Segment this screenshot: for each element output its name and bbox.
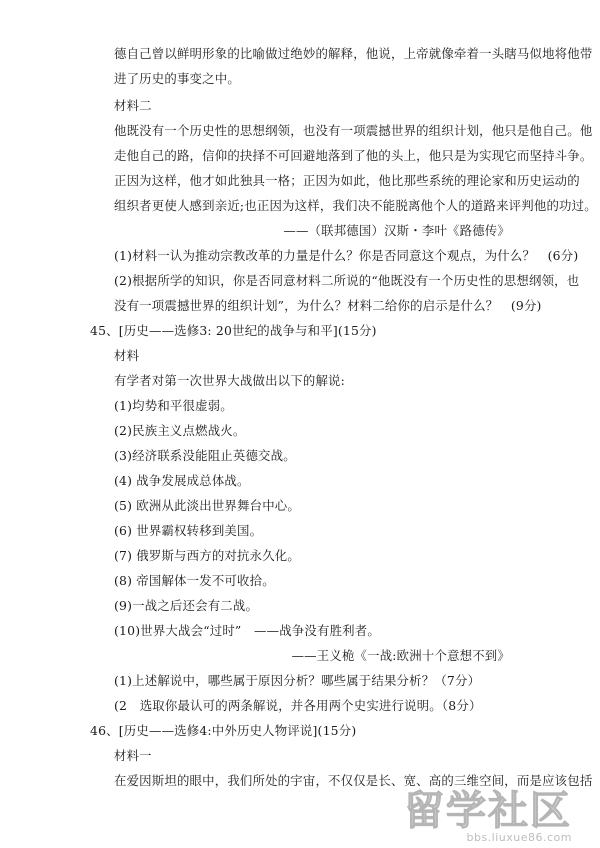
citation: ——王义桅《一战:欧洲十个意想不到》	[291, 648, 510, 663]
list-item: (1)均势和平很虚弱。	[114, 398, 233, 413]
list-item: (6) 世界霸权转移到美国。	[114, 523, 263, 538]
question-heading: 46、[历史——选修4:中外历史人物评说](15分)	[90, 723, 357, 738]
question-line: (1)上述解说中，哪些属于原因分析？哪些属于结果分析？（7分）	[114, 673, 481, 688]
paragraph-line: 在爱因斯坦的眼中，我们所处的宇宙，不仅仅是长、宽、高的三维空间，而是应该包括	[114, 773, 593, 788]
list-item: (9)一战之后还会有二战。	[114, 598, 259, 613]
list-item: (5) 欧洲从此淡出世界舞台中心。	[114, 498, 300, 513]
list-item: (7) 俄罗斯与西方的对抗永久化。	[114, 548, 300, 563]
paragraph-line: 走他自己的路，信仰的抉择不可回避地落到了他的头上，他只是为实现它而坚持斗争。	[114, 148, 593, 163]
list-item: (2)民族主义点燃战火。	[114, 423, 246, 438]
list-item: (8) 帝国解体一发不可收拾。	[114, 573, 275, 588]
citation: ——（联邦德国）汉斯・李叶《路德传》	[283, 223, 510, 238]
paragraph-line: 他既没有一个历史性的思想纲领，也没有一项震撼世界的组织计划，他只是他自己。他	[114, 123, 593, 138]
watermark-url: bbs.liuxue86.com	[466, 831, 572, 844]
section-heading: 材料一	[114, 748, 152, 763]
watermark-brand: 留学社区	[404, 788, 572, 834]
question-line: (2)根据所学的知识，你是否同意材料二所说的“他既没有一个历史性的思想纲领，也	[114, 273, 580, 288]
paragraph-line: 有学者对第一次世界大战做出以下的解说:	[114, 373, 346, 388]
list-item: (4) 战争发展成总体战。	[114, 473, 250, 488]
paragraph-line: 德自己曾以鲜明形象的比喻做过绝妙的解释，他说，上帝就像牵着一头瞎马似地将他带	[114, 46, 593, 61]
question-heading: 45、[历史——选修3: 20世纪的战争与和平](15分)	[90, 323, 377, 338]
section-heading: 材料	[114, 348, 140, 363]
site-watermark	[404, 790, 572, 844]
paragraph-line: 正因为这样，他才如此独具一格；正因为如此，他比那些系统的理论家和历史运动的	[114, 173, 580, 188]
question-line: 没有一项震撼世界的组织计划”，为什么？材料二给你的启示是什么？ (9分)	[114, 298, 542, 313]
list-item: (3)经济联系没能阻止英德交战。	[114, 448, 296, 463]
list-item: (10)世界大战会“过时” ——战争没有胜利者。	[114, 623, 380, 638]
paragraph-line: 进了历史的事变之中。	[114, 71, 240, 86]
question-line: (2 选取你最认可的两条解说，并各用两个史实进行说明。（8分）	[114, 698, 482, 713]
question-line: (1)材料一认为推动宗教改革的力量是什么？你是否同意这个观点，为什么？ (6分)	[114, 248, 579, 263]
section-heading: 材料二	[114, 98, 152, 113]
paragraph-line: 组织者更使人感到亲近;也正因为这样，我们决不能脱离他个人的道路来评判他的功过。	[114, 198, 597, 213]
